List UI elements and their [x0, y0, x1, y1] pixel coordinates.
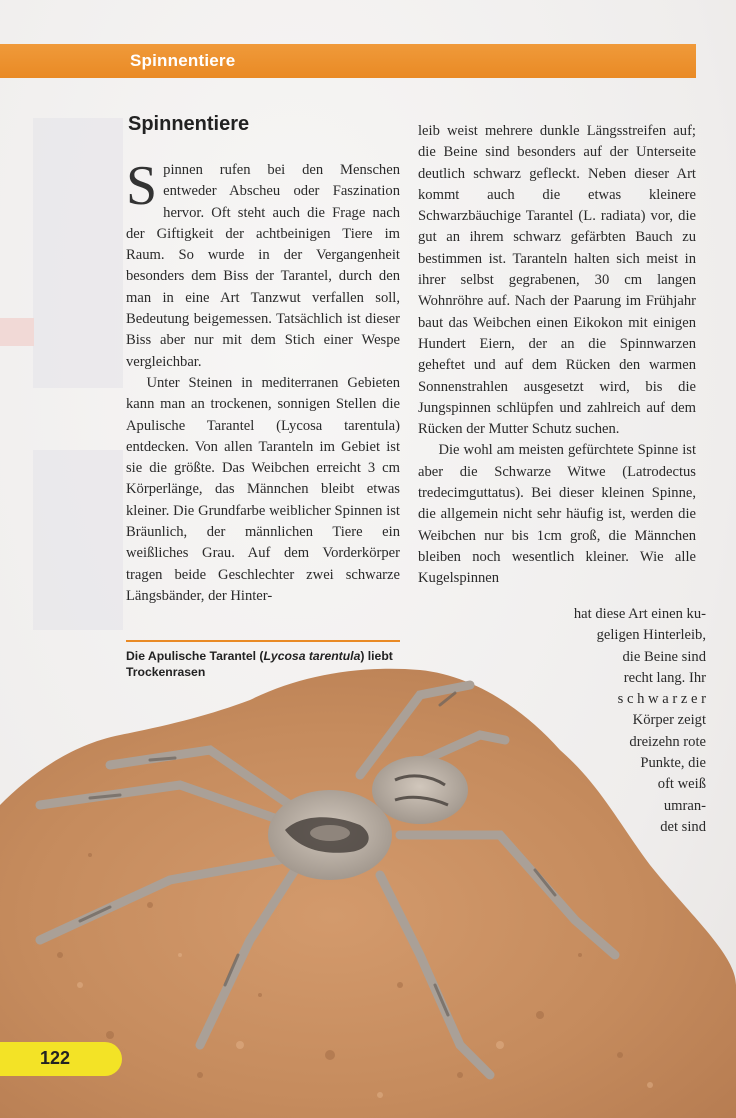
drop-cap: S [126, 155, 158, 217]
show-through-panel [33, 118, 123, 388]
right-column [418, 121, 696, 590]
wrap-line: Körper zeigt [632, 712, 706, 729]
paragraph-continued: leib weist mehrere dunkle Längsstreifen auf; die Beine sind besonders auf der Unterseite deutlich schwarz gefleckt. Neben dieser Art kommt auch die etwas kleinere Schwarzbäuchige Tarantel (L. radiata) vor, die gut an ihrem schwarz gefärbten Bauch zu bestimmen ist. Taranteln halten sich meist in ihrer selbst gegrabenen, 30 cm langen Wohnröhre auf. Nach der Paarung im Frühjahr baut das Weibchen einen Eikokon mit einigen Hundert Eiern, der an die Spinnwarzen geheftet und auf dem Rücken den warmen Sonnenstrahlen ausgesetzt wird, bis die Jungspinnen schlüpfen und zahlreich auf dem Rücken der Mutter Schutz suchen. [418, 123, 696, 438]
wrapped-text-block [556, 604, 706, 838]
paragraph-intro [126, 155, 400, 373]
wrap-line: Punkte, die [640, 755, 706, 772]
wrap-line: dreizehn rote [629, 733, 706, 750]
wrap-line: oft weiß [657, 776, 706, 793]
wrap-line: hat diese Art einen ku- [573, 606, 706, 622]
wrap-line: geligen Hinterleib, [596, 627, 706, 644]
show-through-panel [33, 450, 123, 630]
caption-suffix: ) liebt Trockenrasen [126, 649, 393, 679]
spider-abdomen [372, 756, 468, 824]
section-header-bar [0, 44, 696, 78]
page-number: 122 [40, 1048, 71, 1068]
wrap-line: det sind [660, 818, 706, 835]
paragraph-tarantula: Unter Steinen in mediterranen Gebieten kann man an trockenen, sonnigen Stellen die Apulische Tarantel (Lycosa tarentula) entdecken. Von allen Taranteln im Gebiet ist sie die größte. Das Weibchen erreicht 3 cm Körperlänge, das Männchen bleibt etwas kleiner. Die Grundfarbe weiblicher Spinnen ist Bräunlich, der männlichen Tiere ein weißliches Grau. Auf dem Vorderkörper tragen beide Geschlechter zwei schwarze Längsbänder, der Hinter- [126, 374, 400, 604]
paragraph-intro-text: pinnen rufen bei den Menschen entweder Abscheu oder Faszination hervor. Oft steht auch die Frage nach der Giftigkeit der achtbeinigen Tiere im Raum. So wurde in der Vergangenheit besonders dem Biss der Tarantel, durch den man in eine Art Tanzwut verfallen soll, Bedeutung beigemessen. Tatsächlich ist dieser Biss aber nur mit dem Stich einer Wespe vergleichbar. [126, 162, 400, 370]
wrap-line: recht lang. Ihr [623, 669, 706, 686]
wrap-line: umran- [663, 797, 706, 814]
caption-prefix: Die Apulische Tarantel ( [126, 649, 264, 663]
article-title: Spinnentiere [128, 113, 250, 135]
paragraph-black-widow: Die wohl am meisten gefürchtete Spinne ist aber die Schwarze Witwe (Latrodectus tredecimguttatus). Bei dieser kleinen Spinne, die allgemein nicht sehr häufig ist, werden die Weibchen nur bis 1cm groß, die Männchen bleiben noch wesentlich kleiner. Wie alle Kugelspinnen [418, 442, 696, 587]
left-column [126, 155, 400, 607]
caption-species: Lycosa tarentula [263, 649, 361, 663]
wrap-line: die Beine sind [622, 648, 706, 665]
show-through-mark [0, 318, 34, 346]
wrap-line: s c h w a r z e r [617, 691, 706, 708]
caption-divider [126, 640, 400, 642]
section-header-label: Spinnentiere [130, 51, 236, 70]
